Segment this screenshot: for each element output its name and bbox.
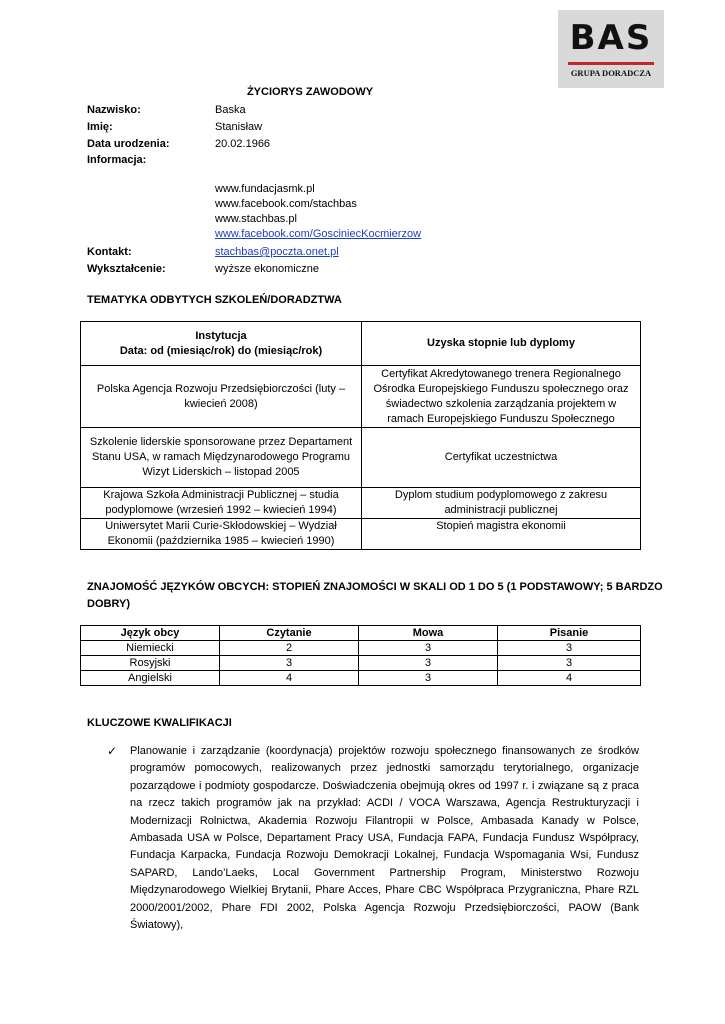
languages-heading-line2: DOBRY) — [87, 598, 130, 610]
table-row — [81, 671, 641, 686]
cell-speaking: 3 — [359, 641, 498, 656]
cell-institution: Uniwersytet Marii Curie-Skłodowskiej – Wydział Ekonomii (października 1985 – kwiecień 1990) — [81, 519, 362, 550]
cell-writing: 4 — [498, 671, 641, 686]
logo-underline — [568, 62, 654, 65]
header-institution-line1: Instytucja — [195, 329, 247, 342]
cell-speaking: 3 — [359, 656, 498, 671]
qualification-item: Planowanie i zarządzanie (koordynacja) projektów rozwoju społecznego finansowanych ze środków programów pomocowych, realizowanych przez jednostki samorządu terytorialnego, organizacje pozarządowe i podmioty gospodarcze. Doświadczenia obejmują okres od 1997 r. i związane są z praca na rzecz takich programów jak na przykład: ACDI / VOCA Warszawa, Agencja Restrukturyzacji i Modernizacji Rolnictwa, Akademia Rozwoju Filantropii w Polsce, Ambasada Kanady w Polsce, Ambasada USA w Polsce, Departament Pracy USA, Fundacja FAPA, Fundacja Fundusz Współpracy, Fundacja Karpacka, Fundacja Rozwoju Demokracji Lokalnej, Fundacja Wspomagania Wsi, Fundusz SAPARD, Lando’Laeks, Local Government Partnership Program, Ministerstwo Rozwoju Międzynarodowego Wielkiej Brytanii, Phare Acces, Phare CBC Współpraca Przygraniczna, Phare RZL 2000/2001/2002, Phare FDI 2002, Polska Agencja Rozwoju Przedsiębiorczości, PAOW (Bank Światowy), — [130, 745, 639, 932]
table-header-row — [81, 322, 641, 366]
cell-institution: Polska Agencja Rozwoju Przedsiębiorczości (luty – kwiecień 2008) — [81, 366, 362, 428]
table-row — [81, 366, 641, 428]
cell-language: Rosyjski — [81, 656, 220, 671]
trainings-heading: TEMATYKA ODBYTYCH SZKOLEŃ/DORADZTWA — [87, 294, 342, 306]
cell-writing: 3 — [498, 641, 641, 656]
logo-subtitle: GRUPA DORADCZA — [570, 68, 652, 78]
cell-diploma: Dyplom studium podyplomowego z zakresu administracji publicznej — [362, 488, 641, 519]
header-institution-line2: Data: od (miesiąc/rok) do (miesiąc/rok) — [119, 344, 323, 357]
dob-value: 20.02.1966 — [215, 138, 271, 150]
surname-value: Baska — [215, 104, 246, 116]
header-writing: Pisanie — [498, 626, 641, 641]
table-row — [81, 641, 641, 656]
qualifications-heading: KLUCZOWE KWALIFIKACJI — [87, 717, 232, 729]
contact-email-link[interactable]: stachbas@poczta.onet.pl — [215, 246, 339, 258]
cell-diploma: Certyfikat Akredytowanego trenera Regionalnego Ośrodka Europejskiego Funduszu społecznego oraz świadectwo szkolenia zarządzania projektem w ramach Europejskiego Funduszu Społecznego — [362, 366, 641, 428]
cell-reading: 2 — [220, 641, 359, 656]
name-value: Stanisław — [215, 121, 263, 133]
link-stachbas[interactable]: www.stachbas.pl — [215, 213, 297, 225]
table-row — [81, 656, 641, 671]
cell-reading: 3 — [220, 656, 359, 671]
contact-label: Kontakt: — [87, 246, 132, 258]
header-institution — [81, 322, 362, 366]
cell-language: Angielski — [81, 671, 220, 686]
name-label: Imię: — [87, 121, 113, 133]
info-label: Informacja: — [87, 154, 147, 166]
link-facebook-gosciniec[interactable]: www.facebook.com/GosciniecKocmierzow — [215, 228, 422, 240]
trainings-table — [80, 321, 641, 550]
table-row — [81, 428, 641, 488]
header-diploma: Uzyska stopnie lub dyplomy — [362, 322, 641, 366]
link-fundacja[interactable]: www.fundacjasmk.pl — [215, 183, 315, 195]
header-speaking: Mowa — [359, 626, 498, 641]
languages-heading-line1: ZNAJOMOŚĆ JĘZYKÓW OBCYCH: STOPIEŃ ZNAJOMOŚCI W SKALI OD 1 DO 5 (1 PODSTAWOWY; 5 BARDZO — [87, 581, 663, 593]
cell-language: Niemiecki — [81, 641, 220, 656]
header-language: Język obcy — [81, 626, 220, 641]
cell-diploma: Stopień magistra ekonomii — [362, 519, 641, 550]
link-facebook-stachbas[interactable]: www.facebook.com/stachbas — [215, 198, 357, 210]
cell-institution: Szkolenie liderskie sponsorowane przez Departament Stanu USA, w ramach Międzynarodowego Programu Wizyt Liderskich – listopad 2005 — [81, 428, 362, 488]
cell-speaking: 3 — [359, 671, 498, 686]
table-header-row — [81, 626, 641, 641]
checkmark-icon: ✓ — [107, 744, 118, 758]
cell-writing: 3 — [498, 656, 641, 671]
company-logo — [558, 10, 664, 88]
surname-label: Nazwisko: — [87, 104, 141, 116]
logo-brand: BAS — [569, 18, 653, 58]
education-value: wyższe ekonomiczne — [215, 263, 319, 275]
table-row — [81, 519, 641, 550]
table-row — [81, 488, 641, 519]
header-reading: Czytanie — [220, 626, 359, 641]
page-title: ŻYCIORYS ZAWODOWY — [246, 86, 374, 98]
cell-reading: 4 — [220, 671, 359, 686]
languages-table — [80, 625, 641, 686]
cell-institution: Krajowa Szkoła Administracji Publicznej – studia podyplomowe (wrzesień 1992 – kwiecień 1994) — [81, 488, 362, 519]
dob-label: Data urodzenia: — [87, 138, 170, 150]
education-label: Wykształcenie: — [87, 263, 166, 275]
cell-diploma: Certyfikat uczestnictwa — [362, 428, 641, 488]
